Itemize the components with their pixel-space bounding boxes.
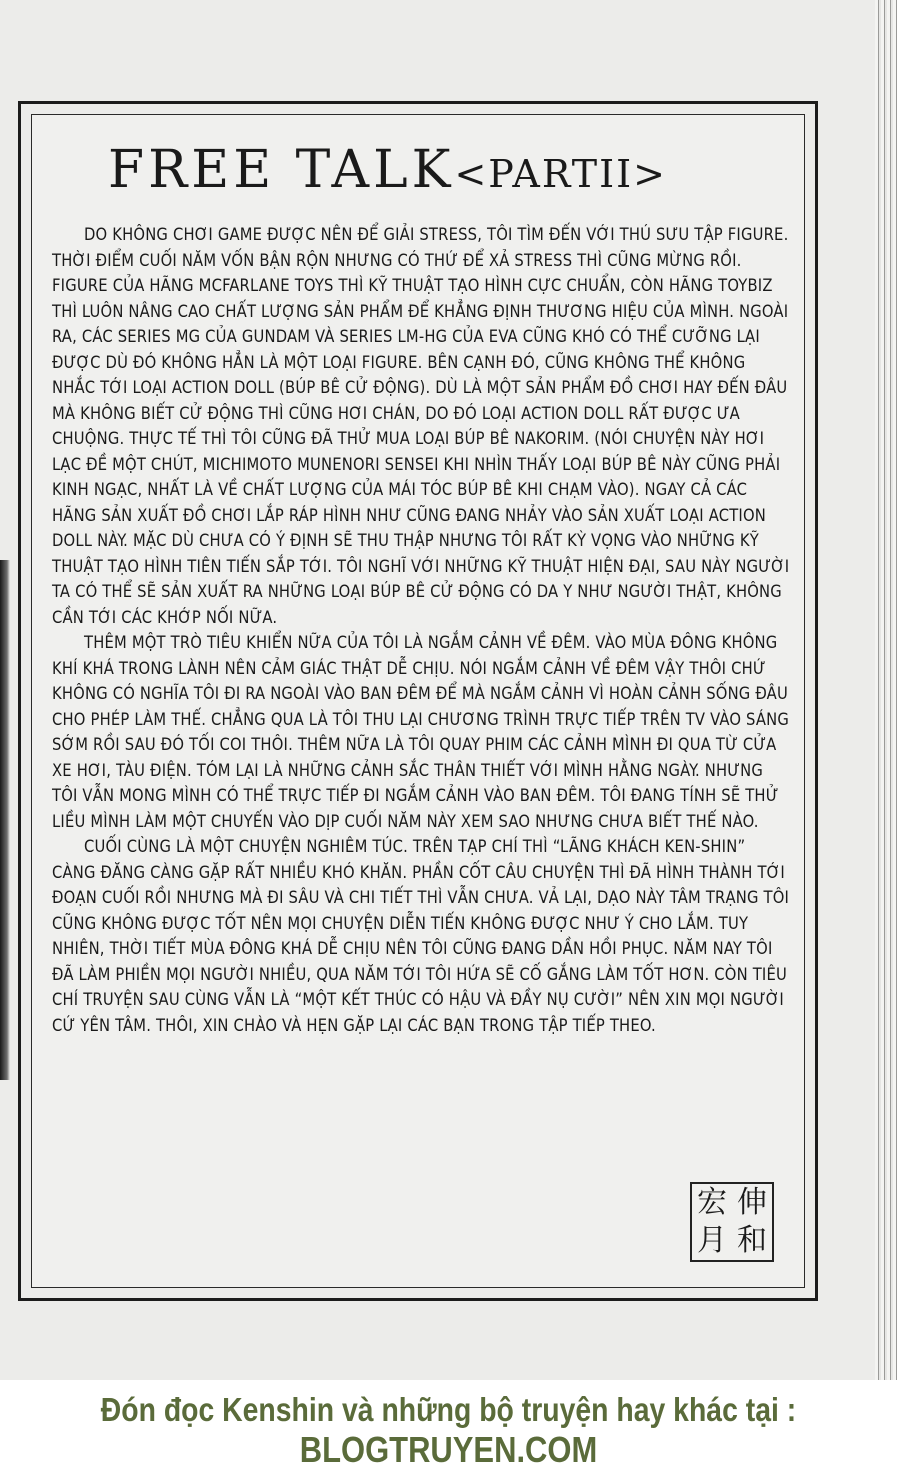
paragraph-closing: CUỐI CÙNG LÀ MỘT CHUYỆN NGHIÊM TÚC. TRÊN TẠP CHÍ THÌ “LÃNG KHÁCH KEN-SHIN” CÀNG ĐĂNG CÀNG GẶP RẤT NHIỀU KHÓ KHĂN. PHẦN CỐT CÂU CHUYỆN THÌ ĐÃ HÌNH THÀNH TỚI ĐOẠN CUỐI RỒI NHƯNG MÀ ĐI SÂU VÀ CHI TIẾT THÌ VẪN CHƯA. VẢ LẠI, DẠO NÀY TÂM TRẠNG TÔI CŨNG KHÔNG ĐƯỢC TỐT NÊN MỌI CHUYỆN DIỄN TIẾN KHÔNG ĐƯỢC NHƯ Ý CHO LẮM. TUY NHIÊN, THỜI TIẾT MÙA ĐÔNG KHÁ DỄ CHỊU NÊN TÔI CŨNG ĐANG DẦN HỒI PHỤC. NĂM NAY TÔI ĐÃ LÀM PHIỀN MỌI NGƯỜI NHIỀU, QUA NĂM TỚI TÔI HỨA SẼ CỐ GẮNG LÀM TỐT HƠN. CÒN TIÊU CHÍ TRUYỆN SAU CÙNG VẪN LÀ “MỘT KẾT THÚC CÓ HẬU VÀ ĐẦY NỤ CƯỜI” NÊN XIN MỌI NGƯỜI CỨ YÊN TÂM. THÔI, XIN CHÀO VÀ HẸN GẶP LẠI CÁC BẠN TRONG TẬP TIẾP THEO. xyxy=(52,837,790,1035)
title-part: <PARTII> xyxy=(454,152,667,196)
seal-char: 宏 xyxy=(697,1185,727,1220)
paragraph-night-view: THÊM MỘT TRÒ TIÊU KHIỂN NỮA CỦA TÔI LÀ NGẮM CẢNH VỀ ĐÊM. VÀO MÙA ĐÔNG KHÔNG KHÍ KHÁ TRONG LÀNH NÊN CẢM GIÁC THẬT DỄ CHỊU. NÓI NGẮM CẢNH VỀ ĐÊM VẬY THÔI CHỨ KHÔNG CÓ NGHĨA TÔI ĐI RA NGOÀI VÀO BAN ĐÊM ĐỂ MÀ NGẮM CẢNH VÌ HOÀN CẢNH SỐNG ĐÂU CHO PHÉP LÀM THẾ. CHẲNG QUA LÀ TÔI THU LẠI CHƯƠNG TRÌNH TRỰC TIẾP TRÊN TV VÀO SÁNG SỚM RỒI SAU ĐÓ TỐI COI THÔI. THÊM NỮA LÀ TÔI QUAY PHIM CÁC CẢNH MÌNH ĐI QUA TỪ CỬA XE HƠI, TÀU ĐIỆN. TÓM LẠI LÀ NHỮNG CẢNH SẮC THÂN THIẾT VỚI MÌNH HẰNG NGÀY. NHƯNG TÔI VẪN MONG MÌNH CÓ THỂ TRỰC TIẾP ĐI NGẮM CẢNH VÀO BAN ĐÊM. TÔI ĐANG TÍNH SẼ THỬ LIỀU MÌNH LÀM MỘT CHUYẾN VÀO DỊP CUỐI NĂM NÀY XEM SAO NHƯNG CHƯA BIẾT THẾ NÀO. xyxy=(52,633,790,831)
binding-shadow xyxy=(0,560,10,1080)
footer-promo-text: Đón đọc Kenshin và những bộ truyện hay khác tại : xyxy=(100,1391,797,1428)
seal-char: 月 xyxy=(697,1223,727,1258)
seal-char: 和 xyxy=(737,1223,767,1258)
free-talk-body xyxy=(52,222,792,1038)
seal-char: 伸 xyxy=(737,1185,767,1220)
author-seal-stamp xyxy=(690,1182,774,1262)
page-title xyxy=(108,140,748,200)
page-edge-stack xyxy=(875,0,897,1380)
title-main: FREE TALK xyxy=(108,140,455,200)
site-footer xyxy=(0,1380,897,1479)
footer-site-link[interactable]: BLOGTRUYEN.COM xyxy=(299,1429,598,1470)
paragraph-figures: DO KHÔNG CHƠI GAME ĐƯỢC NÊN ĐỂ GIẢI STRESS, TÔI TÌM ĐẾN VỚI THÚ SƯU TẬP FIGURE. THỜI ĐIỂM CUỐI NĂM VỐN BẬN RỘN NHƯNG CÓ THỨ ĐỂ XẢ STRESS THÌ CŨNG MỪNG RỒI. FIGURE CỦA HÃNG MCFARLANE TOYS THÌ KỸ THUẬT TẠO HÌNH CỰC CHUẨN, CÒN HÃNG TOYBIZ THÌ LUÔN NÂNG CAO CHẤT LƯỢNG SẢN PHẨM ĐỂ KHẲNG ĐỊNH THƯƠNG HIỆU CỦA MÌNH. NGOÀI RA, CÁC SERIES MG CỦA GUNDAM VÀ SERIES LM-HG CỦA EVA CŨNG KHÓ CÓ THỂ CƯỠNG LẠI ĐƯỢC DÙ ĐÓ KHÔNG HẲN LÀ MỘT LOẠI FIGURE. BÊN CẠNH ĐÓ, CŨNG KHÔNG THỂ KHÔNG NHẮC TỚI LOẠI ACTION DOLL (BÚP BÊ CỬ ĐỘNG). DÙ LÀ MỘT SẢN PHẨM ĐỒ CHƠI HAY ĐẾN ĐÂU MÀ KHÔNG BIẾT CỬ ĐỘNG THÌ CŨNG HƠI CHÁN, DO ĐÓ LOẠI ACTION DOLL RẤT ĐƯỢC ƯA CHUỘNG. THỰC TẾ THÌ TÔI CŨNG ĐÃ THỬ MUA LOẠI BÚP BÊ NAKORIM. (NÓI CHUYỆN NÀY HƠI LẠC ĐỀ MỘT CHÚT, MICHIMOTO MUNENORI SENSEI KHI NHÌN THẤY LOẠI BÚP BÊ NÀY CŨNG PHẢI KINH NGẠC, NHẤT LÀ VỀ CHẤT LƯỢNG CỦA MÁI TÓC BÚP BÊ KHI CHẠM VÀO). NGAY CẢ CÁC HÃNG SẢN XUẤT ĐỒ CHƠI LẮP RÁP HÌNH NHƯ CŨNG ĐANG NHẢY VÀO SẢN XUẤT LOẠI ACTION DOLL NÀY. MẶC DÙ CHƯA CÓ Ý ĐỊNH SẼ THU THẬP NHƯNG TÔI RẤT KỲ VỌNG VÀO NHỮNG KỸ THUẬT TẠO HÌNH TIÊN TIẾN SẮP TỚI. TÔI NGHĨ VỚI NHỮNG KỸ THUẬT HIỆN ĐẠI, SAU NÀY NGƯỜI TA CÓ THỂ SẼ SẢN XUẤT RA NHỮNG LOẠI BÚP BÊ CỬ ĐỘNG CÓ DA Y NHƯ NGƯỜI THẬT, KHÔNG CẦN TỚI CÁC KHỚP NỐI NỮA. xyxy=(52,225,790,627)
